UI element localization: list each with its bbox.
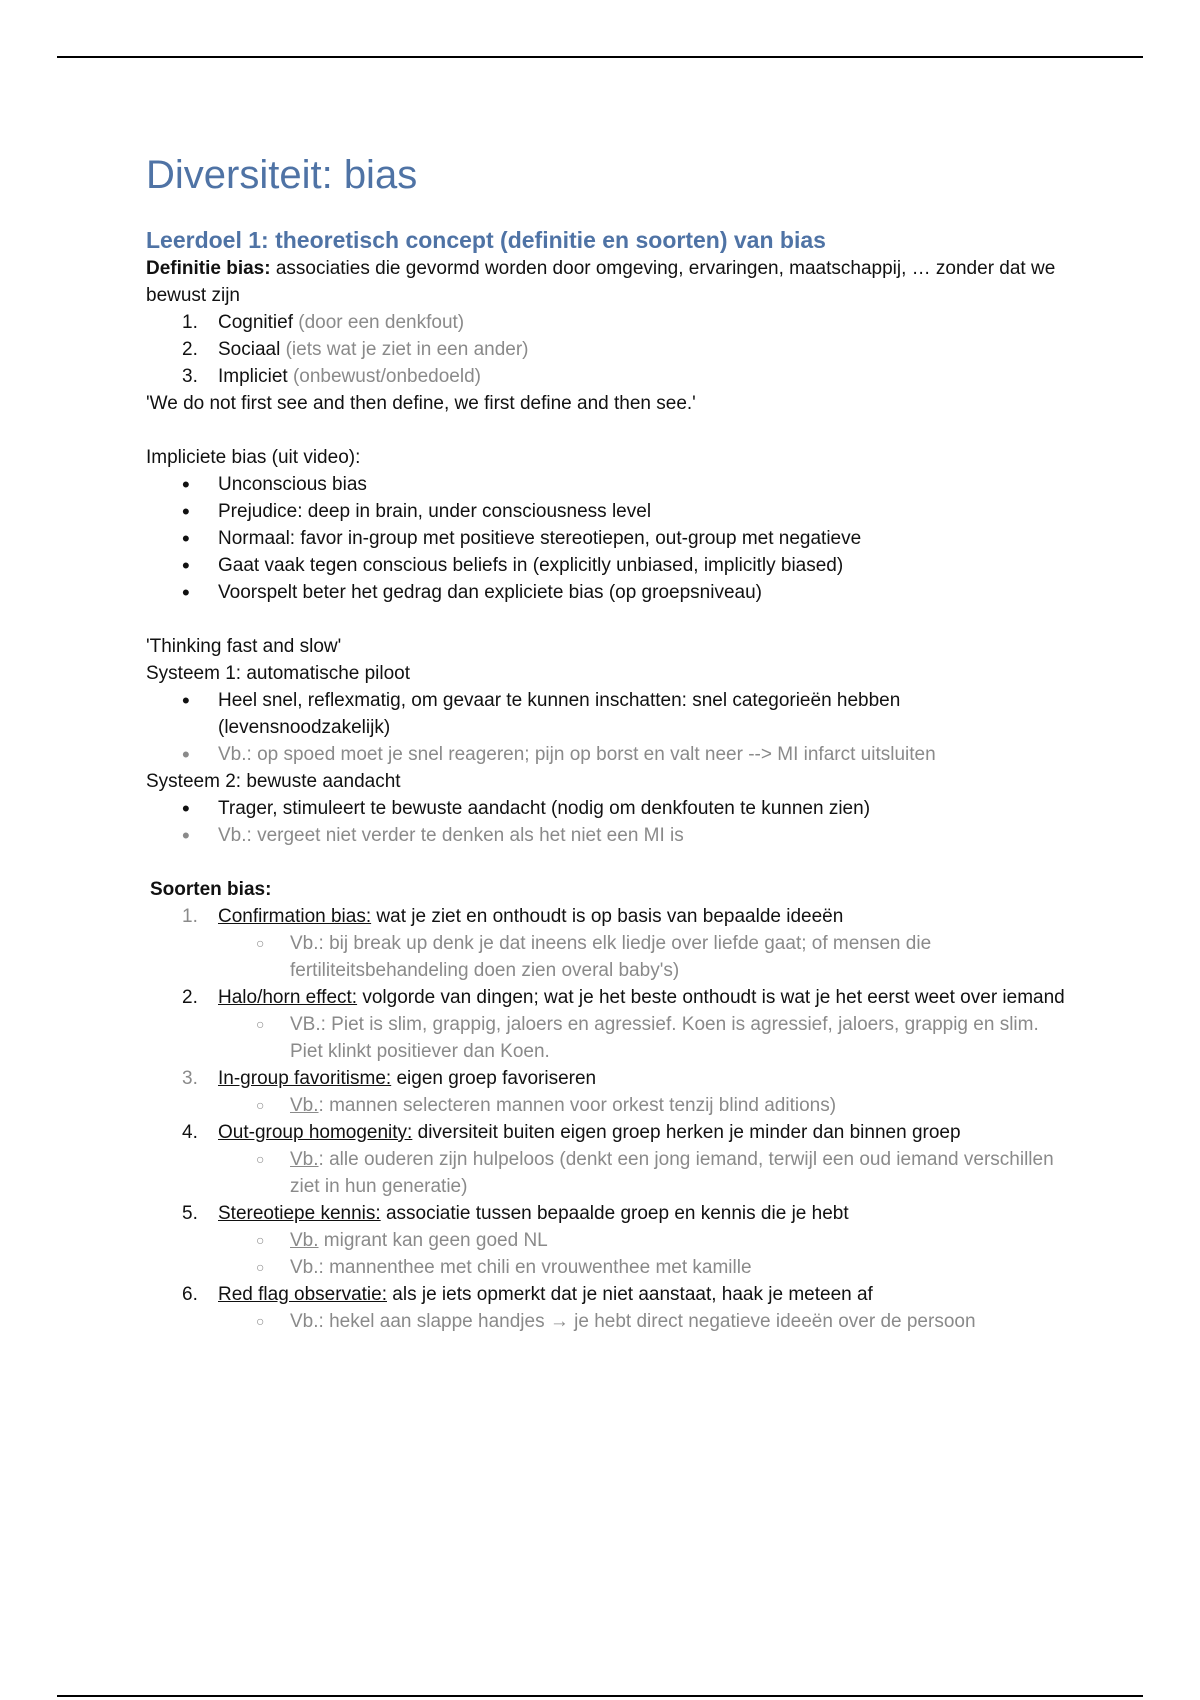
bias-term: Stereotiepe kennis:	[218, 1203, 381, 1224]
soorten-list	[146, 903, 1066, 1335]
bias-desc: volgorde van dingen; wat je het beste onthoudt is wat je het eerst weet over iemand	[357, 987, 1065, 1008]
type-desc: (onbewust/onbedoeld)	[287, 366, 481, 387]
list-number: 1.	[182, 906, 198, 927]
item-text: Vb.: vergeet niet verder te denken als het niet een MI is	[218, 825, 684, 846]
bullet-icon	[182, 822, 202, 851]
item-text: Prejudice: deep in brain, under consciousness level	[218, 501, 652, 522]
type-desc: (door een denkfout)	[293, 312, 465, 333]
sub-list	[218, 1308, 1066, 1335]
list-item	[146, 579, 1066, 606]
bias-desc: diversiteit buiten eigen groep herken je minder dan binnen groep	[412, 1122, 961, 1143]
quote: 'We do not first see and then define, we first define and then see.'	[146, 393, 696, 414]
bias-desc: als je iets opmerkt dat je niet aanstaat, haak je meteen af	[387, 1284, 873, 1305]
sub-item	[146, 1227, 1066, 1254]
bullet-icon	[182, 741, 202, 770]
bullet-icon	[182, 498, 202, 527]
bias-term: Out-group homogenity:	[218, 1122, 413, 1143]
list-item	[146, 741, 1066, 768]
definition-label: Definitie bias:	[146, 258, 271, 279]
sub-text: Vb.: mannenthee met chili en vrouwenthee met kamille	[290, 1257, 752, 1278]
list-item	[146, 822, 1066, 849]
sub-item	[146, 1146, 1066, 1200]
list-item	[146, 687, 1066, 741]
bullet-icon	[182, 579, 202, 608]
system1-heading: Systeem 1: automatische piloot	[146, 663, 411, 684]
definition-text: associaties die gevormd worden door omgeving, ervaringen, maatschappij, … zonder dat we bewust zijn	[146, 258, 1056, 306]
list-item	[146, 525, 1066, 552]
sub-list	[218, 1011, 1066, 1065]
circle-bullet-icon	[256, 1308, 264, 1335]
list-item	[146, 363, 1066, 390]
circle-bullet-icon	[256, 1092, 264, 1119]
circle-bullet-icon	[256, 1254, 264, 1281]
document-page	[146, 145, 1066, 1335]
circle-bullet-icon	[256, 1227, 264, 1254]
sub-prefix: Vb.	[290, 1149, 319, 1170]
bias-desc: wat je ziet en onthoudt is op basis van bepaalde ideeën	[371, 906, 844, 927]
sub-prefix: Vb.	[290, 1230, 319, 1251]
bullet-icon	[182, 795, 202, 824]
circle-bullet-icon	[256, 930, 264, 957]
bias-desc: eigen groep favoriseren	[391, 1068, 597, 1089]
list-number: 4.	[182, 1122, 198, 1143]
bullet-icon	[182, 471, 202, 500]
item-text: Gaat vaak tegen conscious beliefs in (explicitly unbiased, implicitly biased)	[218, 555, 844, 576]
bias-term: In-group favoritisme:	[218, 1068, 392, 1089]
circle-bullet-icon	[256, 1146, 264, 1173]
sub-item	[146, 1092, 1066, 1119]
sub-text: Vb.: hekel aan slappe handjes → je hebt direct negatieve ideeën over de persoon	[290, 1311, 976, 1332]
list-item	[146, 336, 1066, 363]
item-text: Voorspelt beter het gedrag dan expliciete bias (op groepsniveau)	[218, 582, 762, 603]
list-item	[146, 309, 1066, 336]
bias-types-list	[146, 309, 1066, 390]
sub-item	[146, 1254, 1066, 1281]
list-number: 3.	[182, 1068, 198, 1089]
item-text: Heel snel, reflexmatig, om gevaar te kunnen inschatten: snel categorieën hebben (levensnoodzakelijk)	[218, 690, 901, 738]
page-title: Diversiteit: bias	[146, 153, 418, 197]
type-desc: (iets wat je ziet in een ander)	[280, 339, 529, 360]
type-name: Cognitief	[218, 312, 293, 333]
list-number: 3.	[182, 366, 198, 387]
system2-list	[146, 795, 1066, 849]
system1-list	[146, 687, 1066, 768]
sub-list	[218, 1146, 1066, 1200]
list-item	[146, 1119, 1066, 1200]
list-number: 5.	[182, 1203, 198, 1224]
list-item	[146, 471, 1066, 498]
bias-term: Confirmation bias:	[218, 906, 372, 927]
list-number: 1.	[182, 312, 198, 333]
sub-text: migrant kan geen goed NL	[318, 1230, 548, 1251]
bullet-icon	[182, 525, 202, 554]
soorten-heading	[146, 876, 1066, 903]
list-number: 6.	[182, 1284, 198, 1305]
system2-heading: Systeem 2: bewuste aandacht	[146, 771, 401, 792]
item-text: Unconscious bias	[218, 474, 367, 495]
sub-item	[146, 1308, 1066, 1335]
type-name: Sociaal	[218, 339, 281, 360]
sub-list	[218, 1092, 1066, 1119]
list-item	[146, 1065, 1066, 1119]
list-item	[146, 1281, 1066, 1335]
item-text: Vb.: op spoed moet je snel reageren; pijn op borst en valt neer --> MI infarct uitsluiten	[218, 744, 936, 765]
list-number: 2.	[182, 987, 198, 1008]
item-text: Normaal: favor in-group met positieve stereotiepen, out-group met negatieve	[218, 528, 862, 549]
list-item	[146, 795, 1066, 822]
header-rule	[57, 56, 1143, 58]
bullet-icon	[182, 552, 202, 581]
sub-list	[218, 1227, 1066, 1281]
list-item	[146, 552, 1066, 579]
soorten-heading-text: Soorten bias:	[150, 879, 272, 900]
sub-text: Vb.: bij break up denk je dat ineens elk liedje over liefde gaat; of mensen die fertiliteitsbehandeling doen zien overal baby's)	[290, 933, 932, 981]
sub-text: : alle ouderen zijn hulpeloos (denkt een jong iemand, terwijl een oud iemand verschillen ziet in hun generatie)	[290, 1149, 1054, 1197]
bullet-icon	[182, 687, 202, 716]
bias-term: Halo/horn effect:	[218, 987, 358, 1008]
thinking-heading: 'Thinking fast and slow'	[146, 636, 342, 657]
circle-bullet-icon	[256, 1011, 264, 1038]
sub-prefix: Vb.	[290, 1095, 319, 1116]
type-name: Impliciet	[218, 366, 288, 387]
section-heading-leerdoel: Leerdoel 1: theoretisch concept (definitie en soorten) van bias	[146, 227, 826, 253]
list-item	[146, 984, 1066, 1065]
bias-desc: associatie tussen bepaalde groep en kennis die je hebt	[380, 1203, 849, 1224]
definition-paragraph	[146, 255, 1066, 309]
list-item	[146, 1200, 1066, 1281]
sub-text: : mannen selecteren mannen voor orkest tenzij blind aditions)	[318, 1095, 837, 1116]
implicit-list	[146, 471, 1066, 606]
sub-text: VB.: Piet is slim, grappig, jaloers en agressief. Koen is agressief, jaloers, grappig en slim. Piet klinkt positiever dan Koen.	[290, 1014, 1039, 1062]
sub-list	[218, 930, 1066, 984]
sub-item	[146, 930, 1066, 984]
sub-item	[146, 1011, 1066, 1065]
list-item	[146, 498, 1066, 525]
footer-rule	[57, 1695, 1143, 1697]
list-item	[146, 903, 1066, 984]
item-text: Trager, stimuleert te bewuste aandacht (nodig om denkfouten te kunnen zien)	[218, 798, 871, 819]
implicit-heading: Impliciete bias (uit video):	[146, 447, 361, 468]
bias-term: Red flag observatie:	[218, 1284, 387, 1305]
list-number: 2.	[182, 339, 198, 360]
